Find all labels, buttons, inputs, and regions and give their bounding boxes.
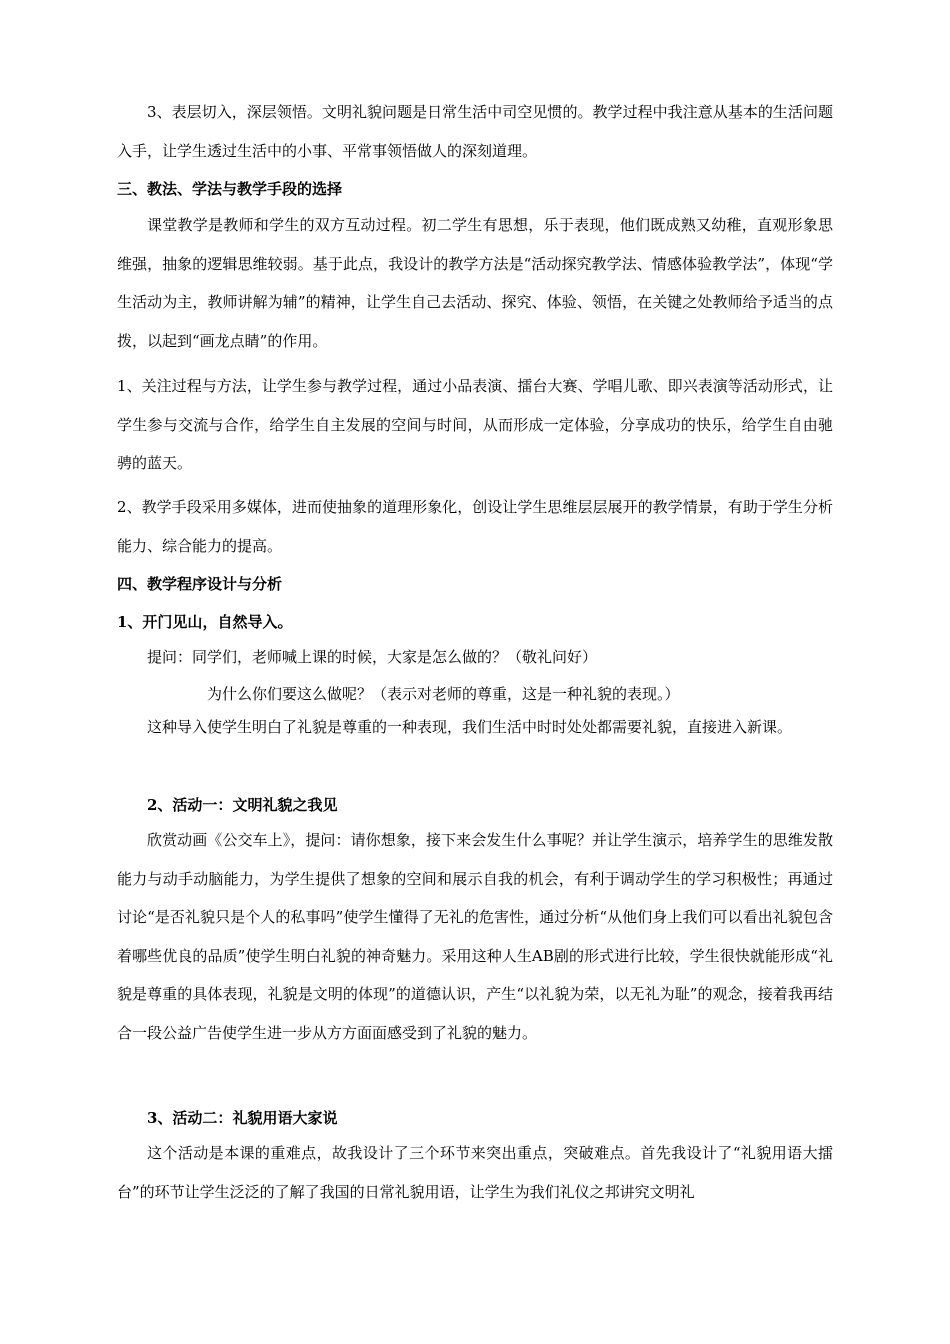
paragraph: 3、表层切入，深层领悟。文明礼貌问题是日常生活中司空见惯的。教学过程中我注意从基本的生活问题入手，让学生透过生活中的小事、平常事领悟做人的深刻道理。 <box>117 103 833 160</box>
subsection-heading: 3、活动二：礼貌用语大家说 <box>147 1109 338 1127</box>
section-heading: 三、教法、学法与教学手段的选择 <box>117 180 343 198</box>
paragraph: 为什么你们要这么做呢？（表示对老师的尊重，这是一种礼貌的表现。） <box>207 685 680 703</box>
paragraph: 2、教学手段采用多媒体，进而使抽象的道理形象化，创设让学生思维层层展开的教学情景，有助于学生分析能力、综合能力的提高。 <box>117 498 833 555</box>
paragraph: 课堂教学是教师和学生的双方互动过程。初二学生有思想，乐于表现，他们既成熟又幼稚，直观形象思维强，抽象的逻辑思维较弱。基于此点，我设计的教学方法是“活动探究教学法、情感体验教学法”，体现“学生活动为主，教师讲解为辅”的精神，让学生自己去活动、探究、体验、领悟，在关键之处教师给予适当的点拨，以起到“画龙点睛”的作用。 <box>117 216 833 350</box>
subsection-heading: 1、开门见山，自然导入。 <box>117 613 293 631</box>
subsection-heading: 2、活动一：文明礼貌之我见 <box>147 796 338 814</box>
paragraph: 1、关注过程与方法，让学生参与教学过程，通过小品表演、擂台大赛、学唱儿歌、即兴表演等活动形式，让学生参与交流与合作，给学生自主发展的空间与时间，从而形成一定体验，分享成功的快乐，给学生自由驰骋的蓝天。 <box>117 377 833 472</box>
paragraph: 这种导入使学生明白了礼貌是尊重的一种表现，我们生活中时时处处都需要礼貌，直接进入新课。 <box>147 718 793 736</box>
section-heading: 四、教学程序设计与分析 <box>117 575 283 593</box>
paragraph: 提问：同学们，老师喊上课的时候，大家是怎么做的？（敬礼问好） <box>147 648 598 666</box>
paragraph: 欣赏动画《公交车上》，提问：请你想象，接下来会发生什么事呢？并让学生演示，培养学生的思维发散能力与动手动脑能力，为学生提供了想象的空间和展示自我的机会，有利于调动学生的学习积极性；再通过讨论“是否礼貌只是个人的私事吗”使学生懂得了无礼的危害性，通过分析“从他们身上我们可以看出礼貌包含着哪些优良的品质”使学生明白礼貌的神奇魅力。采用这种人生AB剧的形式进行比较，学生很快就能形成“礼貌是尊重的具体表现，礼貌是文明的体现”的道德认识，产生“以礼貌为荣，以无礼为耻”的观念，接着我再结合一段公益广告使学生进一步从方方面面感受到了礼貌的魅力。 <box>117 831 833 1042</box>
paragraph: 这个活动是本课的重难点，故我设计了三个环节来突出重点，突破难点。首先我设计了“礼貌用语大擂台”的环节让学生泛泛的了解了我国的日常礼貌用语，让学生为我们礼仪之邦讲究文明礼 <box>117 1144 833 1201</box>
